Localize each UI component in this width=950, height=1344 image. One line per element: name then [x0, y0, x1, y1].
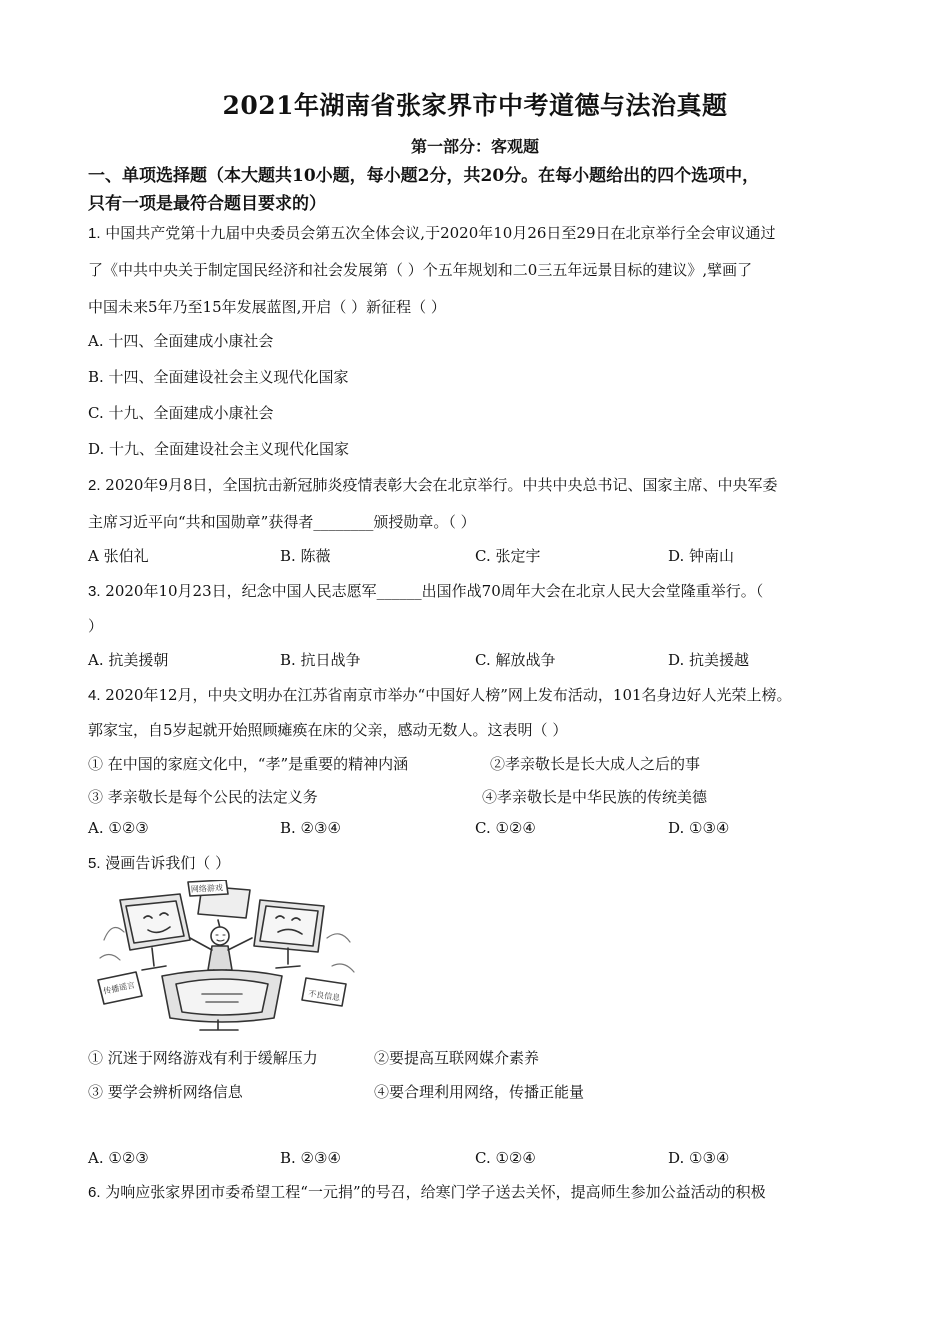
- q6-stem-1: 为响应张家界团市委希望工程“一元捐”的号召，给寒门学子送去关怀，提高师生参加公益活动的积极: [105, 1183, 766, 1201]
- q2-number: 2.: [88, 477, 101, 494]
- q3-option-b: B. 抗日战争: [280, 651, 361, 669]
- q5-option-a: A. ①②③: [88, 1149, 149, 1167]
- q5-line1: [88, 852, 230, 873]
- comic-sign-left: 传播谣言: [102, 980, 136, 996]
- page-title: 2021年湖南省张家界市中考道德与法治真题: [222, 91, 728, 120]
- comic-sign-right: 不良信息: [307, 989, 341, 1003]
- q3-option-c: C. 解放战争: [475, 651, 556, 669]
- q1-option-a: A. 十四、全面建成小康社会: [88, 332, 274, 350]
- q1-option-b: B. 十四、全面建设社会主义现代化国家: [88, 368, 349, 386]
- q4-number: 4.: [88, 687, 101, 704]
- q5-statement-2: ②要提高互联网媒介素养: [374, 1049, 540, 1067]
- q3-line1: [88, 580, 763, 601]
- q1-stem-3: 中国未来5年乃至15年发展蓝图,开启（ ）新征程（ ）: [88, 298, 446, 316]
- q4-option-a: A. ①②③: [88, 819, 149, 837]
- q1-option-c: C. 十九、全面建成小康社会: [88, 404, 274, 422]
- q5-option-b: B. ②③④: [280, 1149, 341, 1167]
- q1-option-d: D. 十九、全面建设社会主义现代化国家: [88, 440, 350, 458]
- q2-stem-2: 主席习近平向“共和国勋章”获得者________颁授勋章。（ ）: [88, 513, 476, 531]
- q5-option-d: D. ①③④: [668, 1149, 730, 1167]
- q2-option-d: D. 钟南山: [668, 547, 735, 565]
- q4-stem-1: 2020年12月，中央文明办在江苏省南京市举办“中国好人榜”网上发布活动，101名身边好人光荣上榜。: [105, 686, 792, 704]
- q2-line1: [88, 474, 778, 495]
- q3-stem-1: 2020年10月23日，纪念中国人民志愿军______出国作战70周年大会在北京人民大会堂隆重举行。（: [105, 582, 764, 600]
- q4-statement-3: ③ 孝亲敬长是每个公民的法定义务: [88, 788, 318, 806]
- q2-option-a: A 张伯礼: [88, 547, 149, 565]
- q6-number: 6.: [88, 1184, 101, 1201]
- q4-option-b: B. ②③④: [280, 819, 341, 837]
- q2-option-b: B. 陈薇: [280, 547, 331, 565]
- q2-stem-1: 2020年9月8日，全国抗击新冠肺炎疫情表彰大会在北京举行。中共中央总书记、国家主席、中央军委: [105, 476, 778, 494]
- q5-statement-1: ① 沉迷于网络游戏有利于缓解压力: [88, 1049, 318, 1067]
- q4-option-c: C. ①②④: [475, 819, 536, 837]
- q1-line1: [88, 222, 776, 243]
- q5-option-c: C. ①②④: [475, 1149, 536, 1167]
- comic-illustration: [92, 880, 360, 1032]
- q6-line1: [88, 1181, 766, 1202]
- q4-line1: [88, 684, 792, 705]
- q3-option-d: D. 抗美援越: [668, 651, 750, 669]
- q3-stem-2: ）: [88, 617, 104, 635]
- q4-statement-4: ④孝亲敬长是中华民族的传统美德: [482, 788, 708, 806]
- q3-number: 3.: [88, 583, 101, 600]
- q4-stem-2: 郭家宝，自5岁起就开始照顾瘫痪在床的父亲，感动无数人。这表明（ ）: [88, 721, 568, 739]
- part-heading: 第一部分：客观题: [410, 137, 539, 156]
- section-heading-line1: 一、单项选择题（本大题共10小题，每小题2分，共20分。在每小题给出的四个选项中，: [88, 166, 760, 186]
- q4-option-d: D. ①③④: [668, 819, 730, 837]
- q3-option-a: A. 抗美援朝: [88, 651, 169, 669]
- q4-statement-2: ②孝亲敬长是长大成人之后的事: [490, 755, 701, 773]
- q2-option-c: C. 张定宇: [475, 547, 541, 565]
- q5-statement-4: ④要合理利用网络，传播正能量: [374, 1083, 585, 1101]
- q4-statement-1: ① 在中国的家庭文化中，“孝”是重要的精神内涵: [88, 755, 409, 773]
- q1-number: 1.: [88, 225, 101, 242]
- section-heading: [88, 162, 878, 218]
- comic-sign-top: 网络游戏: [190, 883, 224, 894]
- section-heading-line2: 只有一项是最符合题目要求的）: [88, 194, 326, 214]
- q5-number: 5.: [88, 855, 101, 872]
- q5-statement-3: ③ 要学会辨析网络信息: [88, 1083, 243, 1101]
- q1-stem-2: 了《中共中央关于制定国民经济和社会发展第（ ）个五年规划和二0三五年远景目标的建议》,擘画了: [88, 261, 753, 279]
- q1-stem-1: 中国共产党第十九届中央委员会第五次全体会议,于2020年10月26日至29日在北京举行全会审议通过: [105, 224, 776, 242]
- q5-stem-1: 漫画告诉我们（ ）: [105, 854, 231, 872]
